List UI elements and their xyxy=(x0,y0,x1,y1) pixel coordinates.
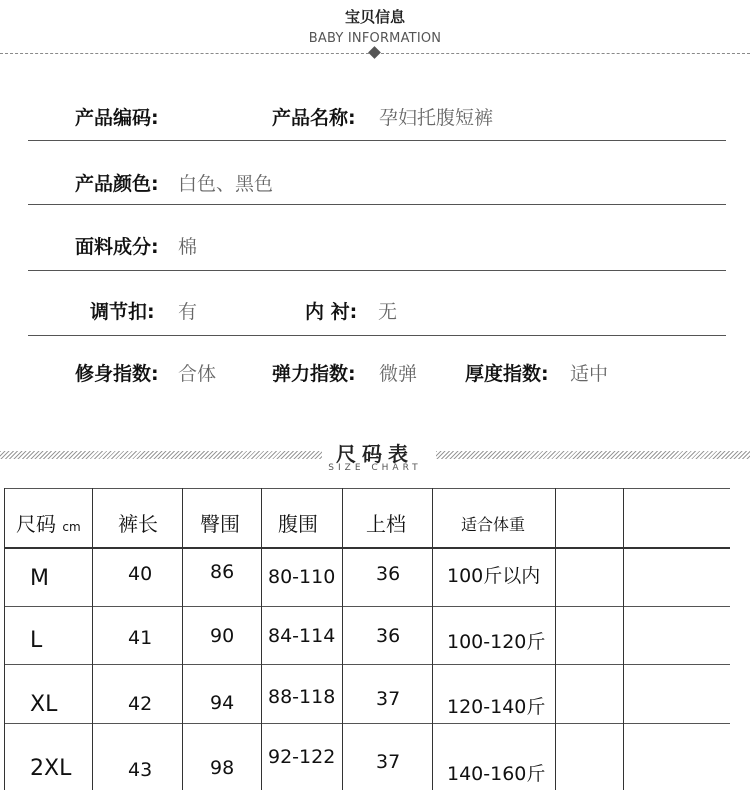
table-col-line xyxy=(182,488,183,790)
table-border-top xyxy=(4,488,730,489)
thickness-value: 适中 xyxy=(570,363,609,385)
header-belly: 腹围 xyxy=(278,512,318,536)
size-chart-subtitle: SIZE CHART xyxy=(328,463,422,473)
hip-cell: 90 xyxy=(210,625,235,647)
length-cell: 42 xyxy=(128,693,153,715)
buckle-label: 调节扣: xyxy=(90,301,155,323)
table-row-line xyxy=(4,664,730,665)
belly-cell: 84-114 xyxy=(268,625,336,647)
header-size-label: 尺码 xyxy=(16,512,56,536)
header-weight: 适合体重 xyxy=(461,515,526,534)
belly-cell: 92-122 xyxy=(268,746,336,768)
row-divider xyxy=(28,270,726,271)
table-col-line xyxy=(4,488,5,790)
product-name-label: 产品名称: xyxy=(272,107,356,129)
rise-cell: 36 xyxy=(376,625,401,647)
header-hip: 臀围 xyxy=(200,512,240,536)
section-subtitle: BABY INFORMATION xyxy=(308,31,442,46)
table-col-line xyxy=(623,488,624,790)
length-cell: 41 xyxy=(128,627,153,649)
product-color-label: 产品颜色: xyxy=(75,173,159,195)
weight-cell: 140-160斤 xyxy=(447,763,546,785)
table-row-line xyxy=(4,723,730,724)
lining-label: 内 衬: xyxy=(305,301,358,323)
fit-label: 修身指数: xyxy=(75,363,159,385)
lining-value: 无 xyxy=(378,301,398,323)
weight-cell: 100斤以内 xyxy=(447,565,541,587)
hip-cell: 86 xyxy=(210,561,235,583)
weight-cell: 120-140斤 xyxy=(447,696,546,718)
row-divider xyxy=(28,335,726,336)
section-title: 宝贝信息 xyxy=(344,8,405,26)
belly-cell: 80-110 xyxy=(268,566,336,588)
length-cell: 40 xyxy=(128,563,153,585)
table-col-line xyxy=(261,488,262,790)
header-size xyxy=(16,508,81,537)
buckle-value: 有 xyxy=(178,301,198,323)
hip-cell: 94 xyxy=(210,692,235,714)
fabric-value: 棉 xyxy=(178,236,198,258)
hip-cell: 98 xyxy=(210,757,235,779)
weight-cell: 100-120斤 xyxy=(447,631,546,653)
table-col-line xyxy=(342,488,343,790)
fabric-label: 面料成分: xyxy=(75,236,159,258)
stretch-value: 微弹 xyxy=(379,363,418,385)
length-cell: 43 xyxy=(128,759,153,781)
size-cell: 2XL xyxy=(30,756,72,781)
product-color-value: 白色、黑色 xyxy=(178,173,274,195)
fit-value: 合体 xyxy=(178,363,217,385)
table-col-line xyxy=(432,488,433,790)
table-col-line xyxy=(92,488,93,790)
rise-cell: 37 xyxy=(376,751,401,773)
row-divider xyxy=(28,204,726,205)
diamond-icon xyxy=(368,46,381,59)
belly-cell: 88-118 xyxy=(268,686,336,708)
table-col-line xyxy=(555,488,556,790)
size-cell: XL xyxy=(30,692,58,717)
header-rise: 上档 xyxy=(366,512,406,536)
header-unit: cm xyxy=(62,520,81,534)
rise-cell: 36 xyxy=(376,563,401,585)
size-cell: L xyxy=(30,628,43,653)
row-divider xyxy=(28,140,726,141)
size-chart-title: 尺码表 xyxy=(336,442,414,466)
rise-cell: 37 xyxy=(376,688,401,710)
size-cell: M xyxy=(30,566,49,591)
table-row-line xyxy=(4,606,730,607)
thickness-label: 厚度指数: xyxy=(465,363,549,385)
product-name-value: 孕妇托腹短裤 xyxy=(379,107,494,129)
stretch-label: 弹力指数: xyxy=(272,363,356,385)
product-code-label: 产品编码: xyxy=(75,107,159,129)
header-length: 裤长 xyxy=(118,512,158,536)
table-row-line xyxy=(4,547,730,549)
